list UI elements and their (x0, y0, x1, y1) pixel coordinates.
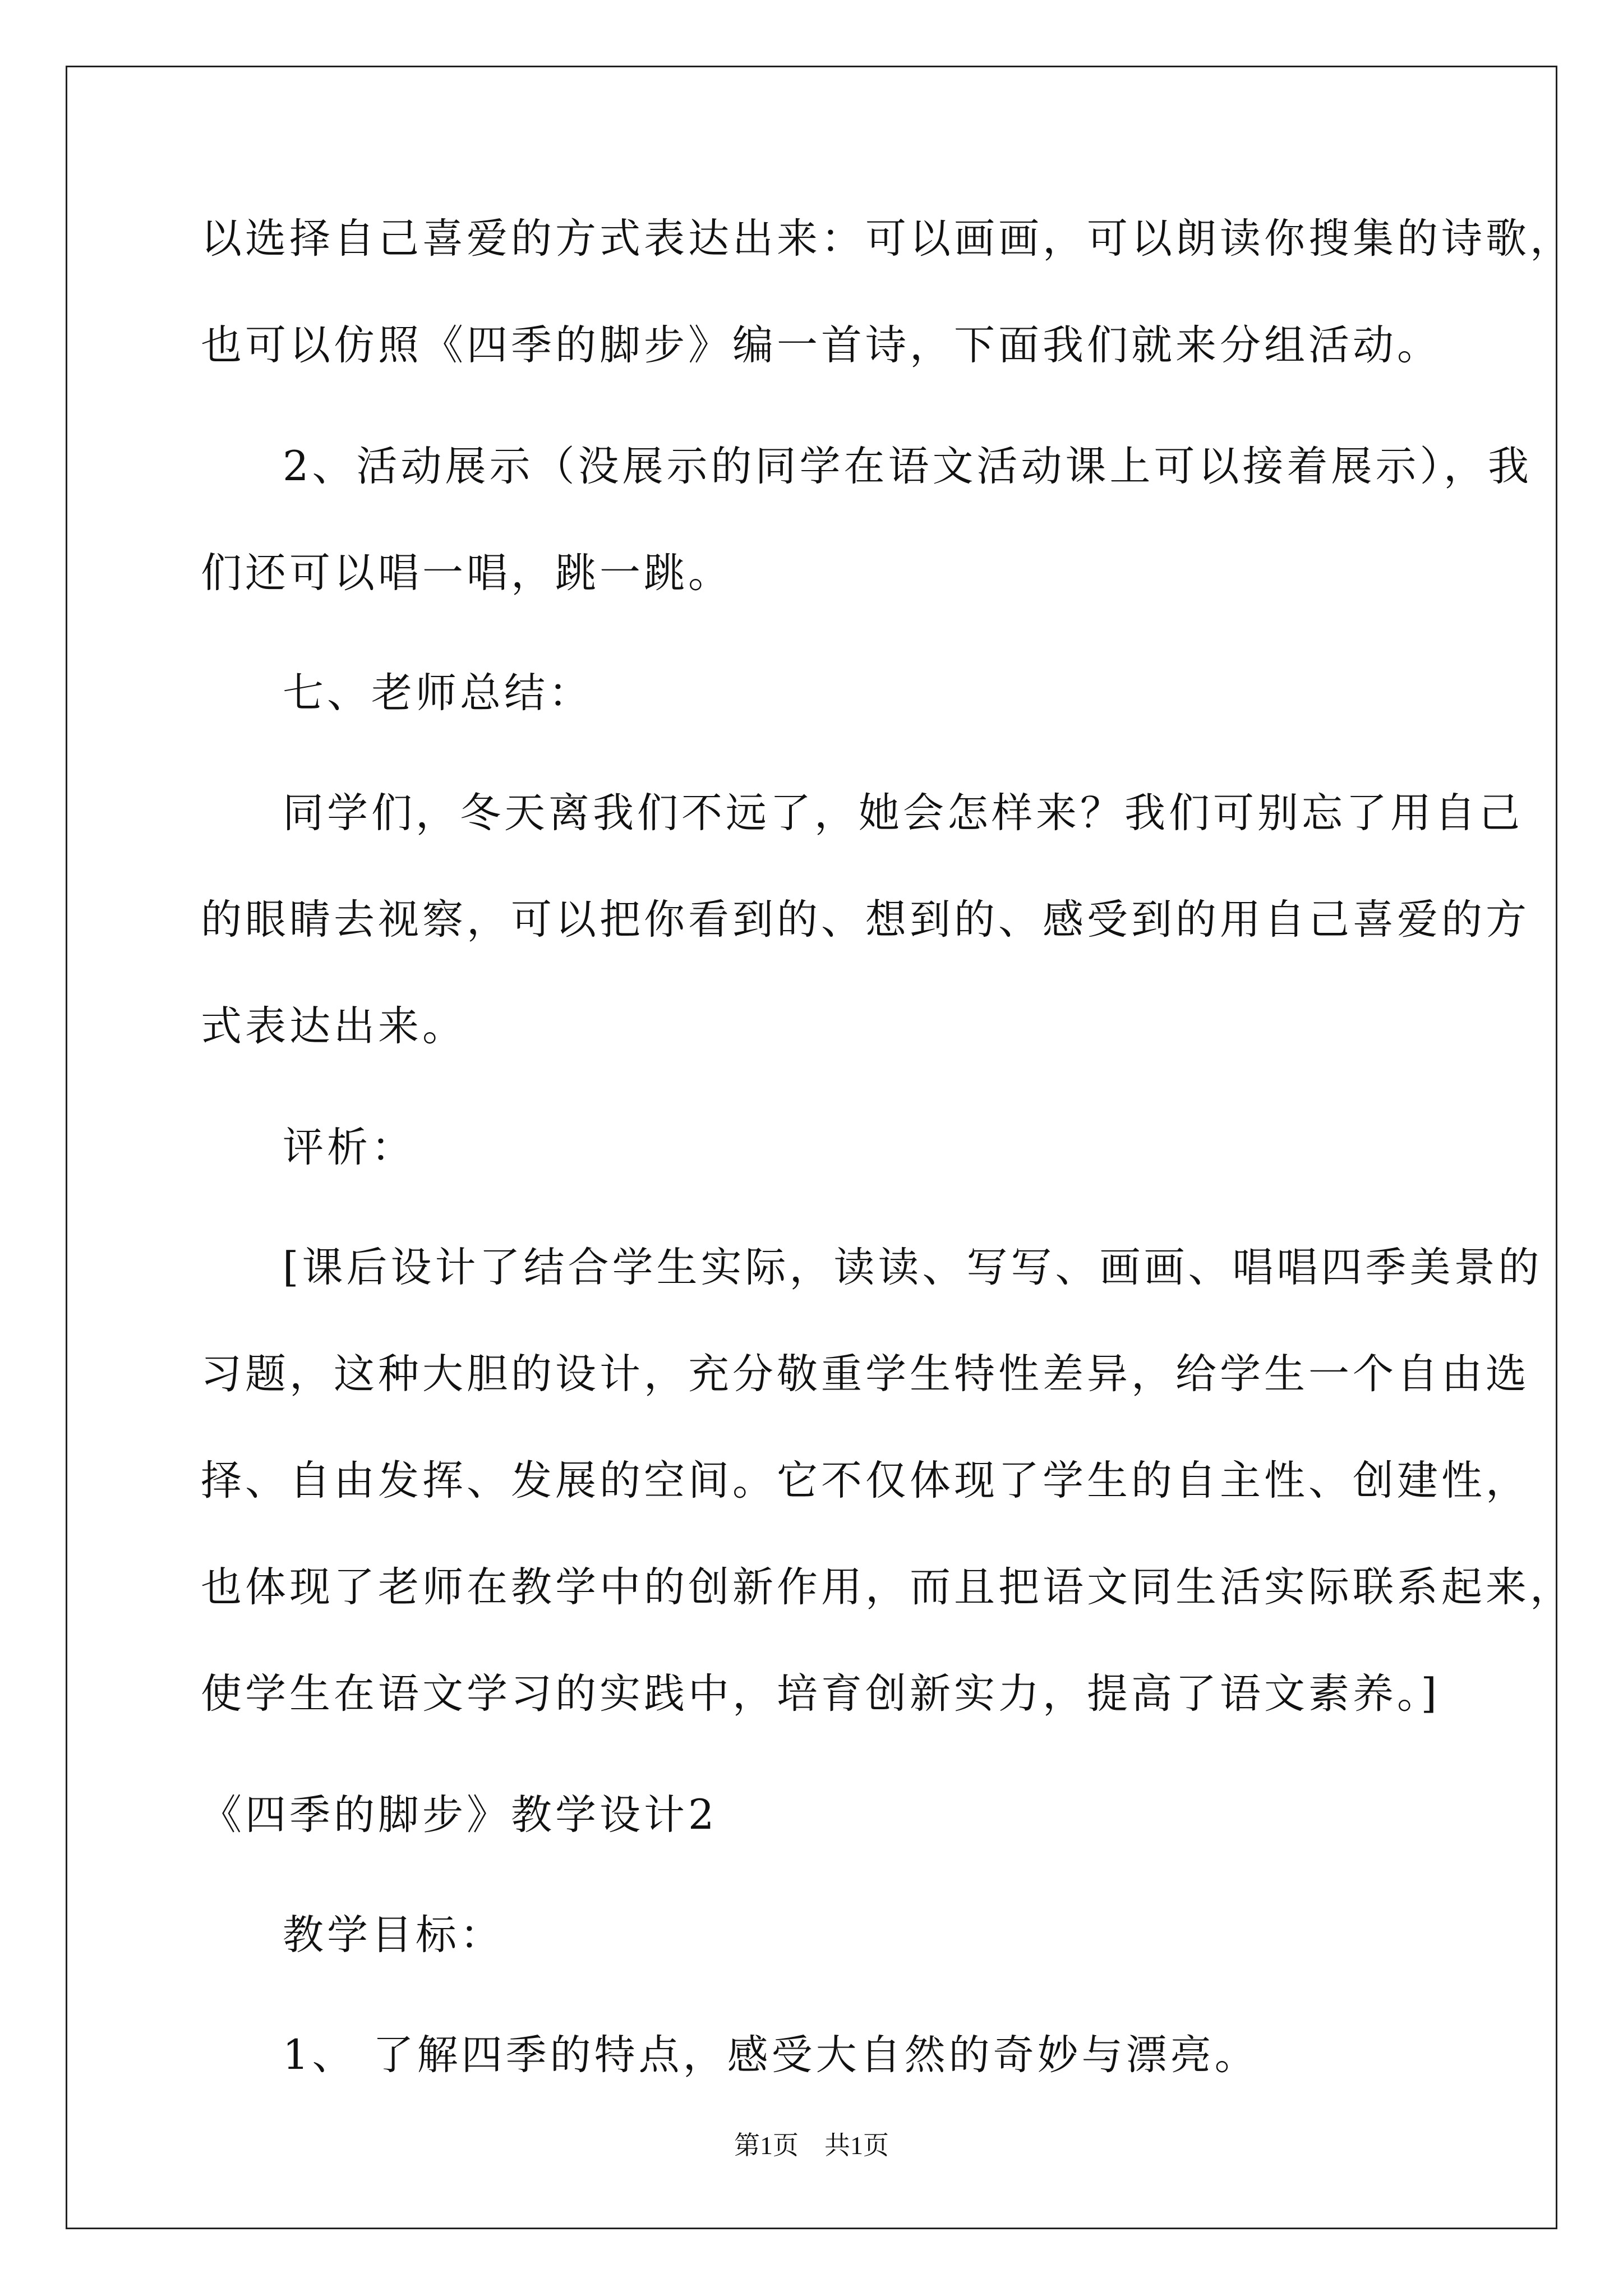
text-line: 2、活动展示（没展示的同学在语文活动课上可以接着展示），我 (283, 443, 1532, 490)
text-line: 同学们，冬天离我们不远了，她会怎样来？我们可别忘了用自己 (283, 789, 1523, 837)
list-item: 1、 了解四季的特点，感受大自然的奇妙与漂亮。 (283, 2031, 1259, 2079)
text-line: [课后设计了结合学生实际，读读、写写、画画、唱唱四季美景的 (283, 1244, 1543, 1291)
text-line: 也可以仿照《四季的脚步》编一首诗，下面我们就来分组活动。 (201, 321, 1441, 369)
text-line: 择、自由发挥、发展的空间。它不仅体现了学生的自主性、创建性， (201, 1457, 1530, 1504)
page-footer: 第1页 共1页 (734, 2131, 889, 2160)
text-line: 也体现了老师在教学中的创新作用，而且把语文同生活实际联系起来， (201, 1563, 1574, 1611)
section-heading: 教学目标： (283, 1911, 504, 1959)
text-line: 习题，这种大胆的设计，充分敬重学生特性差异，给学生一个自由选 (201, 1350, 1530, 1398)
section-heading: 评析： (283, 1124, 416, 1171)
text-line: 使学生在语文学习的实践中，培育创新实力，提高了语文素养。] (201, 1670, 1440, 1718)
text-line: 的眼睛去视察，可以把你看到的、想到的、感受到的用自己喜爱的方 (201, 896, 1530, 944)
text-line: 以选择自己喜爱的方式表达出来：可以画画，可以朗读你搜集的诗歌， (201, 215, 1574, 263)
section-heading: 七、老师总结： (283, 669, 593, 717)
text-line: 式表达出来。 (201, 1002, 467, 1050)
text-line: 们还可以唱一唱，跳一跳。 (201, 549, 732, 597)
document-title: 《四季的脚步》教学设计2 (201, 1791, 718, 1839)
